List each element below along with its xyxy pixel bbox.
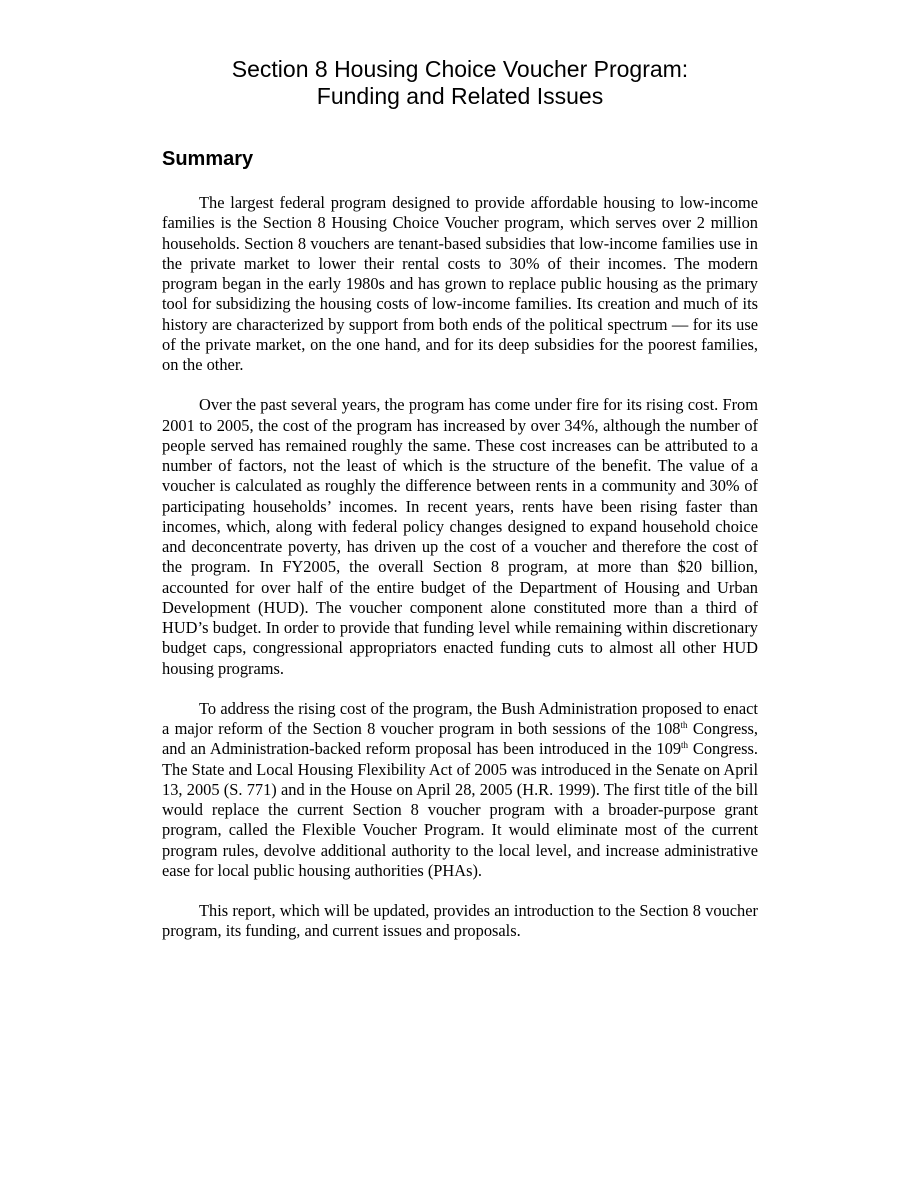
title-line-1: Section 8 Housing Choice Voucher Program: — [231, 56, 689, 82]
summary-heading: Summary — [162, 148, 254, 170]
paragraph-3-part-c: Congress. The State and Local Housing Flexibility Act of 2005 was introduced in the Senate on April 13, 2005 (S. 771) and in the House on April 28, 2005 (H.R. 1999). The first title of the bill would replace the current Section 8 voucher program with a broader-purpose grant program, called the Flexible Voucher Program. It would eliminate most of the current program rules, devolve additional authority to the local level, and increase administrative ease for local public housing authorities (PHAs). — [162, 739, 758, 880]
paragraph-3-part-b: Congress, and an Administration-backed reform proposal has been introduced in the 109 — [162, 719, 758, 759]
superscript-th-108: th — [680, 720, 688, 730]
document-title — [162, 56, 758, 110]
summary-paragraph-3 — [162, 699, 758, 881]
document-page — [162, 0, 758, 942]
title-line-2: Funding and Related Issues — [316, 83, 604, 109]
summary-paragraph-1: The largest federal program designed to provide affordable housing to low-income families is the Section 8 Housing Choice Voucher program, which serves over 2 million households. Section 8 vouchers are tenant-based subsidies that low-income families use in the private market to lower their rental costs to 30% of their incomes. The modern program began in the early 1980s and has grown to replace public housing as the primary tool for subsidizing the housing costs of low-income families. Its creation and much of its history are characterized by support from both ends of the political spectrum — for its use of the private market, on the one hand, and for its deep subsidies for the poorest families, on the other. — [162, 193, 758, 374]
paragraph-3-part-a: To address the rising cost of the program, the Bush Administration proposed to enact a major reform of the Section 8 voucher program in both sessions of the 108 — [162, 698, 758, 738]
superscript-th-109: th — [681, 740, 689, 751]
summary-paragraph-2: Over the past several years, the program has come under fire for its rising cost. From 2001 to 2005, the cost of the program has increased by over 34%, although the number of people served has remained roughly the same. These cost increases can be attributed to a number of factors, not the least of which is the structure of the benefit. The value of a voucher is calculated as roughly the difference between rents in a community and 30% of participating households’ incomes. In recent years, rents have been rising faster than incomes, which, along with federal policy changes designed to expand household choice and deconcentrate poverty, has driven up the cost of a voucher and therefore the cost of the program. In FY2005, the overall Section 8 program, at more than $20 billion, accounted for over half of the entire budget of the Department of Housing and Urban Development (HUD). The voucher component alone constituted more than a third of HUD’s budget. In order to provide that funding level while remaining within discretionary budget caps, congressional appropriators enacted funding cuts to almost all other HUD housing programs. — [162, 395, 758, 678]
summary-paragraph-4: This report, which will be updated, provides an introduction to the Section 8 voucher program, its funding, and current issues and proposals. — [162, 901, 758, 941]
